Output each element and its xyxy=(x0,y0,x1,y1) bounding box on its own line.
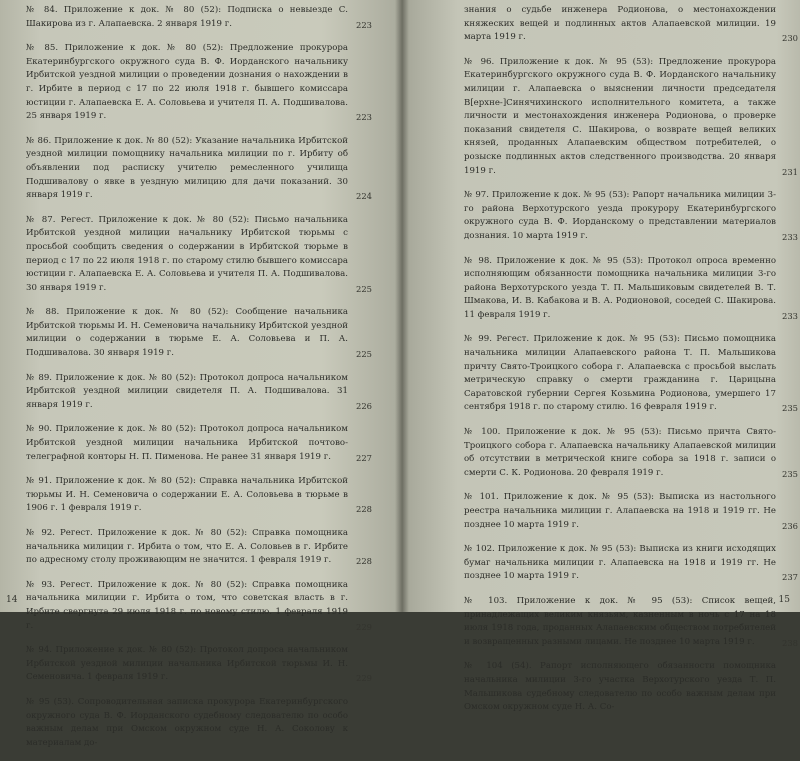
toc-entry-text: № 84. Приложение к док. № 80 (52): Подписка о невыезде С. Шакирова из г. Алапаевска. 2 января 1919 г. xyxy=(26,5,348,29)
toc-entry xyxy=(26,42,372,124)
left-page xyxy=(0,0,402,748)
right-page-folio: 15 xyxy=(778,595,790,606)
toc-entry-text: № 95 (53). Сопроводительная записка прокурора Екатеринбургского окружного суда В. Ф. Иорданского судебному следователю по особо важным делам при Омском окружном суде Н. А. Соколову к материалам до- xyxy=(26,696,348,748)
toc-page-number: 228 xyxy=(356,504,372,515)
toc-entry-text: № 94. Приложение к док. № 80 (52): Протокол допроса начальником Ирбитской уездной милиции начальника Ирбитской тюрьмы И. Н. Семеновича. 1 февраля 1919 г. xyxy=(26,645,348,683)
toc-entry xyxy=(464,255,798,323)
toc-entry xyxy=(26,372,372,413)
toc-page-number: 237 xyxy=(782,572,798,583)
toc-page-number: 228 xyxy=(356,556,372,567)
toc-page-number: 227 xyxy=(356,452,372,463)
toc-entry-text: № 99. Регест. Приложение к док. № 95 (53): Письмо помощника начальника милиции Алапаевского района Т. П. Мальшикова причту Свято-Троицкого собора г. Алапаевска с просьбой выслать метрическую справку о смерти гражданина г. Царицына Саратовской губернии Сергея Козьмина Родионова, умершего 17 сентября 1918 г. по старому стилю. 16 февраля 1919 г. xyxy=(464,334,776,413)
toc-page-number: 225 xyxy=(356,283,372,294)
toc-entry xyxy=(26,214,372,296)
book-gutter-shadow xyxy=(395,0,409,612)
toc-entry xyxy=(464,543,798,584)
toc-entry xyxy=(26,579,372,633)
toc-entry xyxy=(26,696,348,750)
toc-page-number: 229 xyxy=(356,673,372,684)
toc-entry-text: № 97. Приложение к док. № 95 (53): Рапорт начальника милиции 3-го района Верхотурского уезда прокурору Екатеринбургского окружного суда В. Ф. Иорданскому о представлении материалов дознания. 10 марта 1919 г. xyxy=(464,190,776,241)
toc-entry-text: № 88. Приложение к док. № 80 (52): Сообщение начальника Ирбитской тюрьмы И. Н. Семеновича начальнику Ирбитской уездной милиции о содержании в тюрьме Е. А. Соловьева и П. А. Подшивалова. 30 января 1919 г. xyxy=(26,307,348,359)
toc-entry-text: № 98. Приложение к док. № 95 (53): Протокол опроса временно исполняющим обязанности помощника начальника милиции 3-го района Верхотурского уезда Т. П. Мальшиковым свидетелей В. Т. Шмакова, И. В. Кабакова и В. А. Родионовой, соседей С. Шакирова. 11 февраля 1919 г. xyxy=(464,255,776,320)
toc-entry-text: № 91. Приложение к док. № 80 (52): Справка начальника Ирбитской тюрьмы И. Н. Семеновича о содержании Е. А. Соловьева в тюрьме в 1906 г. 1 февраля 1919 г. xyxy=(26,476,348,514)
toc-page-number: 230 xyxy=(782,33,798,44)
toc-page-number: 235 xyxy=(782,403,798,414)
toc-entry-text: № 86. Приложение к док. № 80 (52): Указание начальника Ирбитской уездной милиции помощнику начальника милиции по г. Ирбиту об объявлении под расписку учителю ремесленного училища Подшивалову о явке в уездную милицию для дачи показаний. 30 января 1919 г. xyxy=(26,135,348,201)
right-page xyxy=(402,0,800,713)
left-page-folio: 14 xyxy=(6,595,18,606)
toc-entry xyxy=(464,333,798,415)
toc-entry-text: № 89. Приложение к док. № 80 (52): Протокол допроса начальником Ирбитской уездной милиции свидетеля П. А. Подшивалова. 31 января 1919 г. xyxy=(26,372,348,410)
toc-entry xyxy=(464,56,798,178)
toc-entry-text: № 85. Приложение к док. № 80 (52): Предложение прокурора Екатеринбургского окружного суда В. Ф. Иорданского начальнику Ирбитской уездной милиции о проведении дознания о нахождении в г. Ирбите в период с 17 по 22 июля 1918 г. бывшего комиссара юстиции г. Алапаевска Е. А. Соловьева и учителя П. А. Подшивалова. 25 января 1919 г. xyxy=(26,43,348,122)
toc-entry-text: № 100. Приложение к док. № 95 (53): Письмо причта Свято-Троицкого собора г. Алапаевска начальнику Алапаевской милиции об отсутствии в метрической книге собора за 1918 г. записи о смерти С. К. Родионова. 20 февраля 1919 г. xyxy=(464,427,776,478)
toc-page-number: 224 xyxy=(356,191,372,202)
toc-entry xyxy=(26,135,372,203)
toc-entry xyxy=(26,475,372,516)
toc-entry xyxy=(464,491,798,532)
toc-entry-text: № 103. Приложение к док. № 95 (53): Список вещей, принадлежащих великим князьям, казненным в ночь с 17 на 18 июля 1918 года, проданных Алапаевским обществом потребителей и возвращенных разными лицами. Не позднее 10 марта 1919 г. xyxy=(464,595,776,647)
toc-entry xyxy=(26,644,372,685)
toc-page-number: 231 xyxy=(782,166,798,177)
toc-entry xyxy=(26,527,372,568)
toc-page-number: 233 xyxy=(782,310,798,321)
toc-entry xyxy=(26,423,372,464)
toc-page-number: 225 xyxy=(356,349,372,360)
toc-entry-text: № 96. Приложение к док. № 95 (53): Предложение прокурора Екатеринбургского окружного суда В. Ф. Иорданского начальнику милиции г. Алапаевска о выяснении личности председателя В[ерхне-]Синячихинского исполнительного комитета, а также личности и местонахождения инженера Родионова, о проверке показаний свидетеля С. Шакирова, о возврате вещей великих князей, проданных Алапаевским обществом потребителей, о розыске подлинных актов следственного производства. 20 января 1919 г. xyxy=(464,56,776,176)
toc-entry-text: № 90. Приложение к док. № 80 (52): Протокол допроса начальником Ирбитской уездной милиции начальника Ирбитской почтово-телеграфной конторы Н. П. Пименова. Не ранее 31 января 1919 г. xyxy=(26,424,348,462)
toc-entry-text: № 104 (54). Рапорт исполняющего обязанности помощника начальника милиции 3-го участка Верхотурского уезда Т. П. Мальшикова судебному следователю по особо важным делам при Омском окружном суде Н. А. Со- xyxy=(464,661,776,713)
toc-entry-text: № 92. Регест. Приложение к док. № 80 (52): Справка помощника начальника милиции г. Ирбита о том, что Е. А. Соловьев в г. Ирбите по адресному столу проживающим не значится. 1 февраля 1919 г. xyxy=(26,528,348,566)
toc-page-number: 236 xyxy=(782,520,798,531)
toc-entry-text: № 102. Приложение к док. № 95 (53): Выписка из книги исходящих бумаг начальника милиции г. Алапаевска на 1918 и 1919 гг. Не позднее 10 марта 1919 г. xyxy=(464,544,776,582)
toc-entry-text: № 93. Регест. Приложение к док. № 80 (52): Справка помощника начальника милиции г. Ирбита о том, что советская власть в г. Ирбите свергнута 29 июля 1918 г. по новому стилю. 1 февраля 1919 г. xyxy=(26,579,348,631)
toc-entry-text: № 101. Приложение к док. № 95 (53): Выписка из настольного реестра начальника милиции г. Алапаевска на 1918 и 1919 гг. Не позднее 10 марта 1919 г. xyxy=(464,492,776,530)
toc-entry-text: № 87. Регест. Приложение к док. № 80 (52): Письмо начальника Ирбитской уездной милиции начальнику Ирбитской тюрьмы с просьбой сообщить сведения о содержании в Ирбитской тюрьме в период с 17 по 22 июля 1918 г. по старому стилю бывшего комиссара юстиции г. Алапаевска Е. А. Соловьева и учителя П. А. Подшивалова. 30 января 1919 г. xyxy=(26,214,348,293)
toc-page-number: 223 xyxy=(356,19,372,30)
toc-page-number: 229 xyxy=(356,621,372,632)
toc-page-number: 226 xyxy=(356,400,372,411)
toc-entry xyxy=(26,306,372,360)
toc-page-number: 223 xyxy=(356,112,372,123)
toc-entry-text: знания о судьбе инженера Родионова, о местонахождении княжеских вещей и подлинных актов Алапаевской милиции. 19 марта 1919 г. xyxy=(464,5,776,43)
toc-page-number: 235 xyxy=(782,468,798,479)
toc-entry xyxy=(464,4,798,45)
toc-page-number: 238 xyxy=(782,637,798,648)
toc-entry xyxy=(26,4,372,31)
toc-page-number: 233 xyxy=(782,231,798,242)
toc-entry xyxy=(464,426,798,480)
toc-entry xyxy=(464,189,798,243)
toc-entry xyxy=(464,660,776,714)
left-toc-column xyxy=(26,4,372,761)
